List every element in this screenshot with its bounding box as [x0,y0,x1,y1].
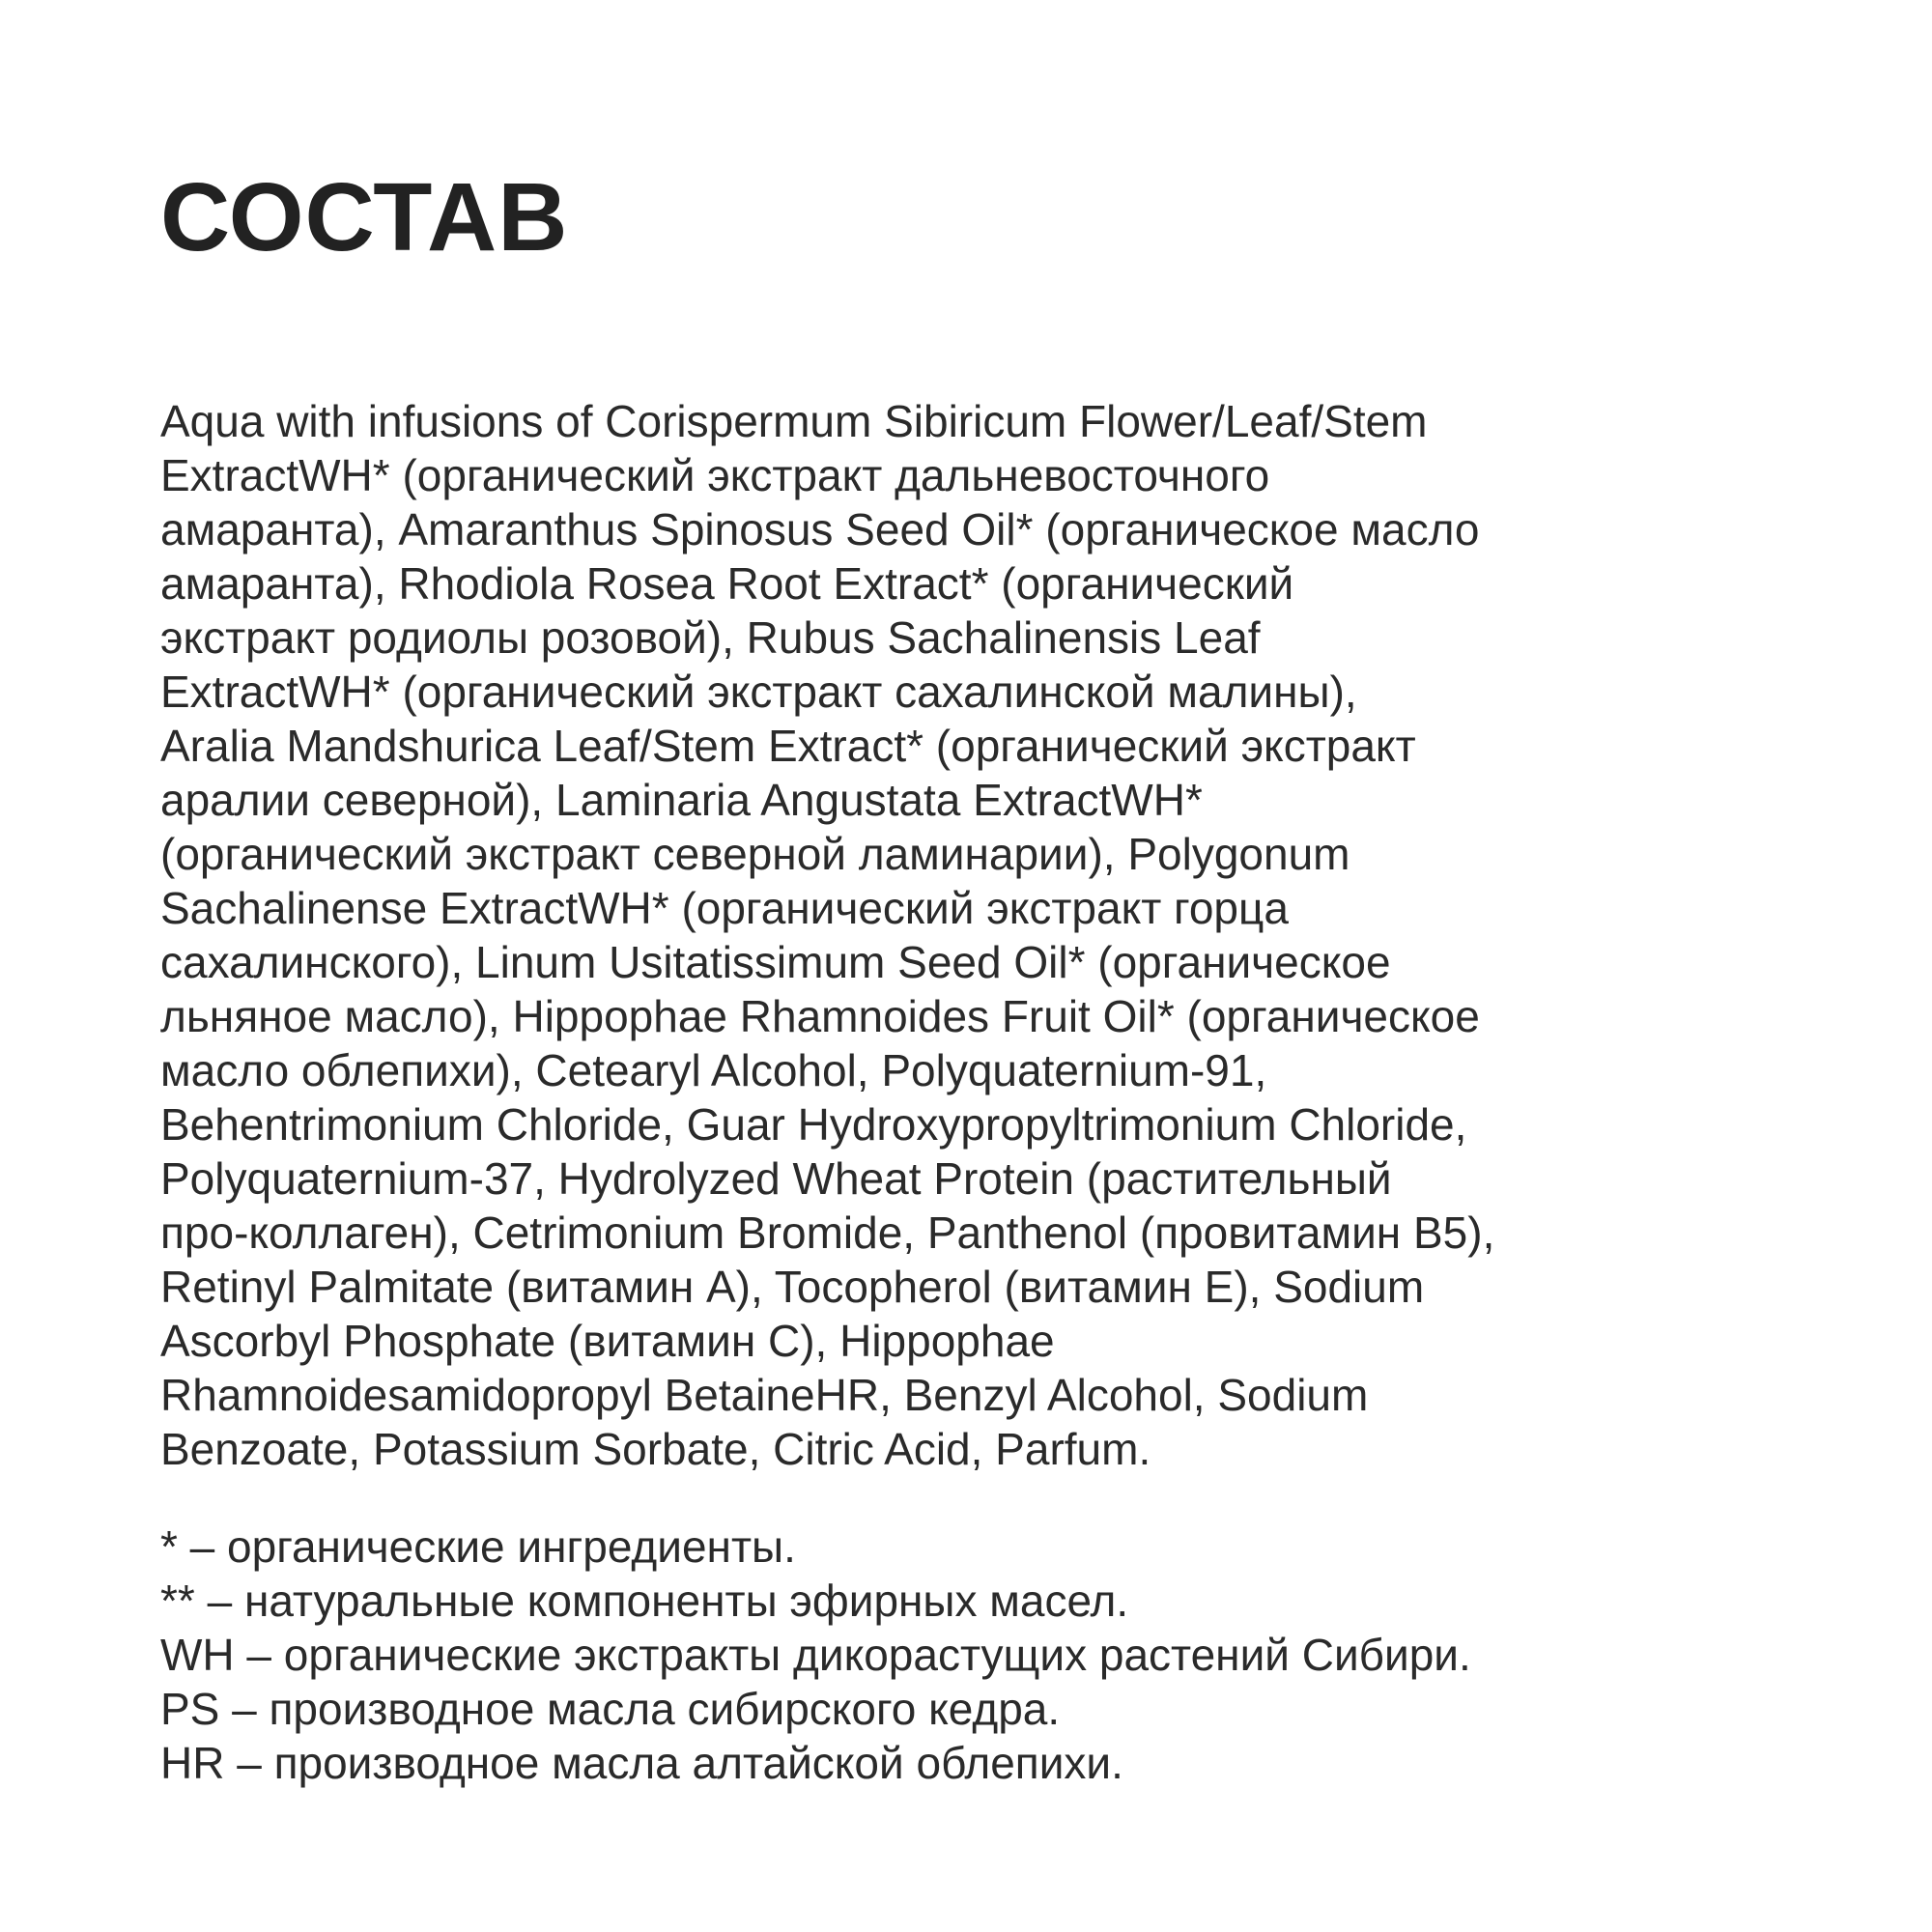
ingredients-line: про-коллаген), Cetrimonium Bromide, Panthenol (провитамин B5), [160,1208,1495,1258]
ingredients-line: Aqua with infusions of Corispermum Sibiricum Flower/Leaf/Stem [160,396,1428,446]
ingredients-line: Polyquaternium-37, Hydrolyzed Wheat Protein (растительный [160,1153,1392,1204]
page-title: СОСТАВ [160,163,569,271]
legend-item-essential-oils: ** – натуральные компоненты эфирных масел. [160,1576,1129,1626]
ingredients-line: экстракт родиолы розовой), Rubus Sachalinensis Leaf [160,612,1261,663]
legend-list [160,1520,1783,1790]
ingredients-line: Rhamnoidesamidopropyl BetaineHR, Benzyl Alcohol, Sodium [160,1370,1369,1420]
ingredients-line: сахалинского), Linum Usitatissimum Seed Oil* (органическое [160,937,1391,987]
legend-item-hr: HR – производное масла алтайской облепихи. [160,1738,1123,1788]
ingredients-line: Ascorbyl Phosphate (витамин С), Hippophae [160,1316,1055,1366]
legend-item-organic: * – органические ингредиенты. [160,1521,796,1572]
ingredients-line: ExtractWH* (органический экстракт дальневосточного [160,450,1270,500]
ingredients-line: масло облепихи), Cetearyl Alcohol, Polyquaternium-91, [160,1045,1267,1095]
ingredients-line: Behentrimonium Chloride, Guar Hydroxypropyltrimonium Chloride, [160,1099,1467,1150]
ingredients-line: Aralia Mandshurica Leaf/Stem Extract* (органический экстракт [160,721,1416,771]
ingredients-line: льняное масло), Hippophae Rhamnoides Fruit Oil* (органическое [160,991,1480,1041]
ingredients-line: амаранта), Amaranthus Spinosus Seed Oil* (органическое масло [160,504,1480,554]
legend-item-ps: PS – производное масла сибирского кедра. [160,1684,1061,1734]
ingredients-line: амаранта), Rhodiola Rosea Root Extract* (органический [160,558,1294,609]
ingredients-line: аралии северной), Laminaria Angustata ExtractWH* [160,775,1203,825]
ingredients-line: (органический экстракт северной ламинарии), Polygonum [160,829,1350,879]
ingredients-line: Retinyl Palmitate (витамин А), Tocopherol (витамин Е), Sodium [160,1262,1425,1312]
ingredients-text [160,394,1783,1476]
ingredients-line: Benzoate, Potassium Sorbate, Citric Acid, Parfum. [160,1424,1151,1474]
ingredients-line: Sachalinense ExtractWH* (органический экстракт горца [160,883,1289,933]
legend-item-wh: WH – органические экстракты дикорастущих растений Сибири. [160,1630,1471,1680]
ingredients-line: ExtractWH* (органический экстракт сахалинской малины), [160,667,1357,717]
